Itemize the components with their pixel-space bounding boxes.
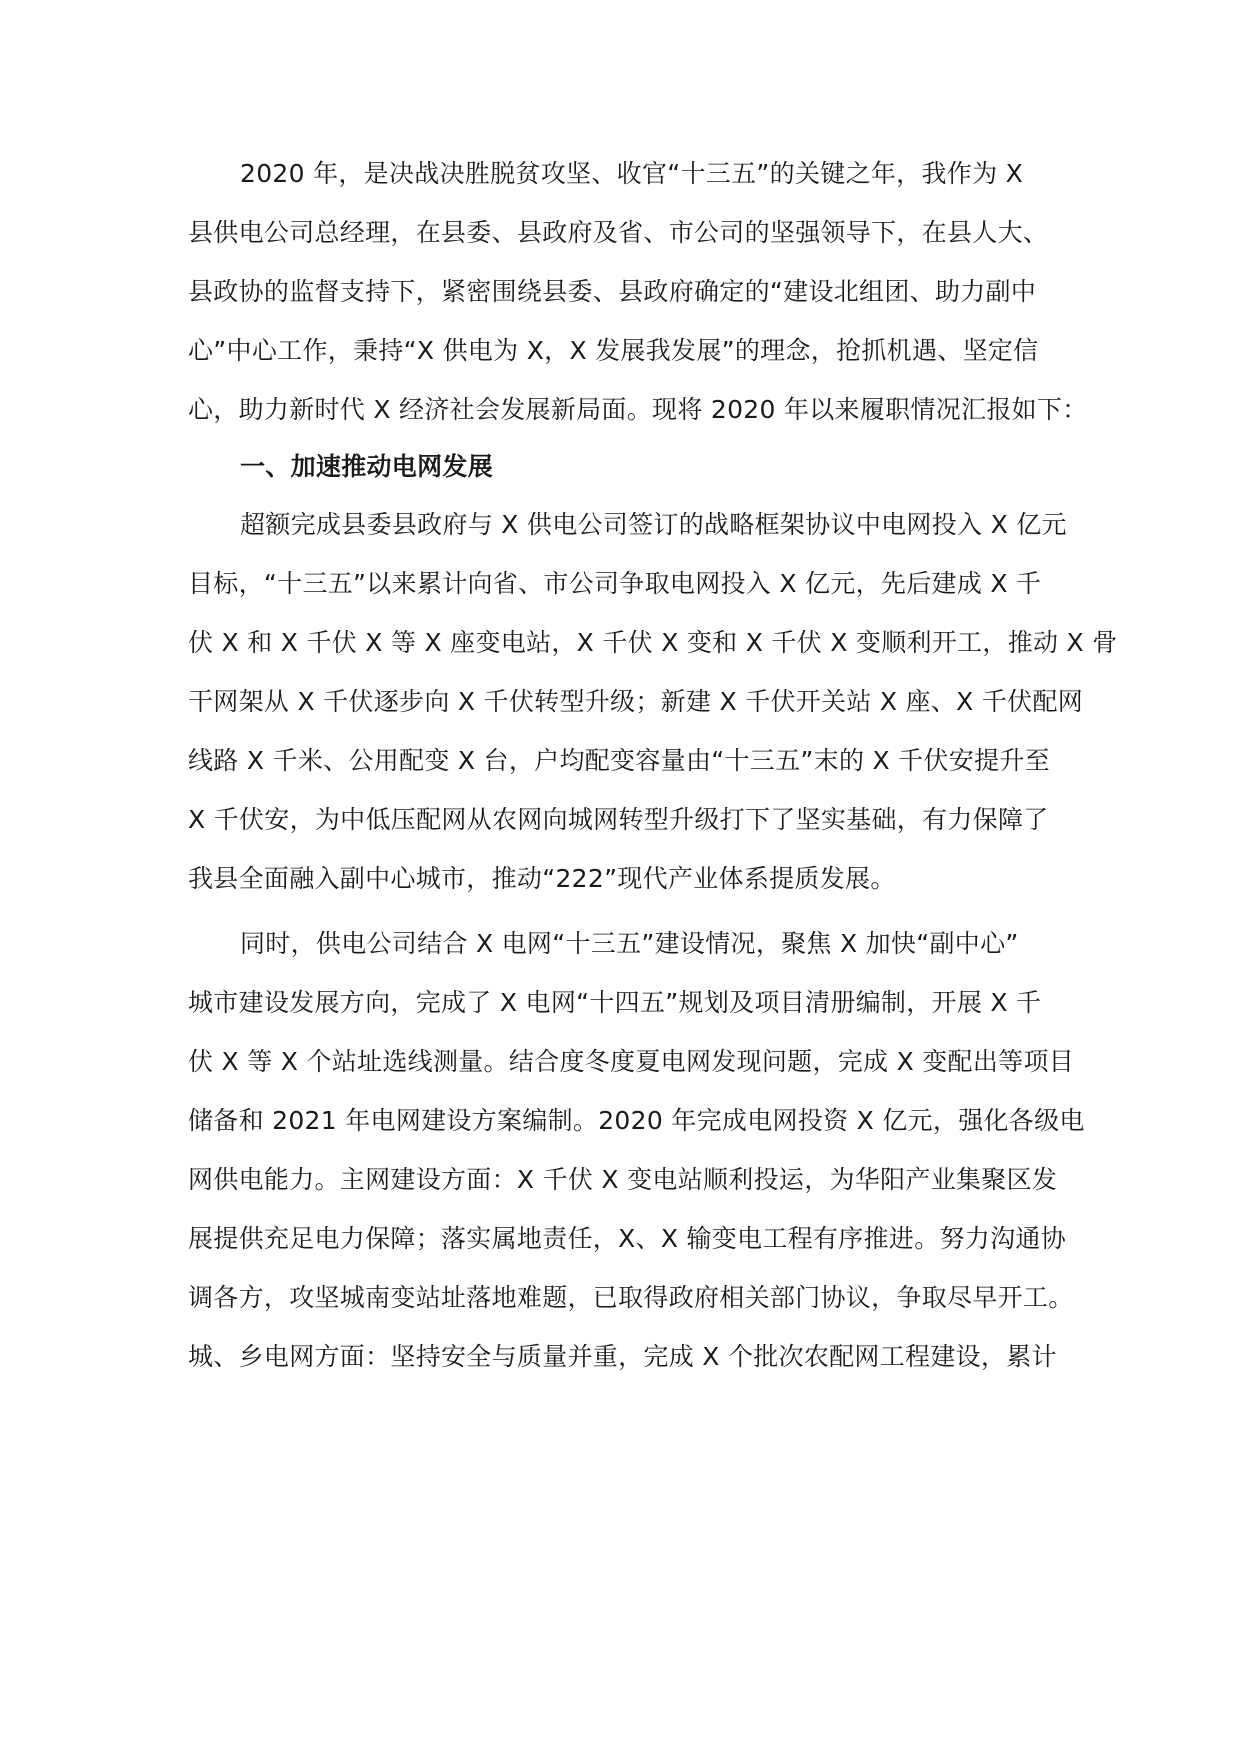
paragraph-2-line-5: 线路 X 千米、公用配变 X 台，户均配变容量由“十三五”末的 X 千伏安提升至 (188, 746, 1050, 775)
paragraph-1-line-5: 心，助力新时代 X 经济社会发展新局面。现将 2020 年以来履职情况汇报如下： (188, 395, 1088, 424)
paragraph-2-line-7: 我县全面融入副中心城市，推动“222”现代产业体系提质发展。 (188, 864, 896, 893)
paragraph-3-line-1: 同时，供电公司结合 X 电网“十三五”建设情况，聚焦 X 加快“副中心” (240, 929, 1019, 958)
paragraph-2-line-2: 目标，“十三五”以来累计向省、市公司争取电网投入 X 亿元，先后建成 X 千 (188, 569, 1042, 598)
paragraph-2-line-1: 超额完成县委县政府与 X 供电公司签订的战略框架协议中电网投入 X 亿元 (240, 510, 1067, 539)
paragraph-3-line-8: 城、乡电网方面：坚持安全与质量并重，完成 X 个批次农配网工程建设，累计 (188, 1342, 1057, 1371)
paragraph-2-line-4: 干网架从 X 千伏逐步向 X 千伏转型升级；新建 X 千伏开关站 X 座、X 千伏配网 (188, 687, 1084, 716)
paragraph-1-line-2: 县供电公司总经理，在县委、县政府及省、市公司的坚强领导下，在县人大、 (188, 218, 1049, 247)
paragraph-3-line-2: 城市建设发展方向，完成了 X 电网“十四五”规划及项目清册编制，开展 X 千 (188, 988, 1042, 1017)
paragraph-1-line-1: 2020 年，是决战决胜脱贫攻坚、收官“十三五”的关键之年，我作为 X (240, 159, 1024, 188)
paragraph-3-line-5: 网供电能力。主网建设方面：X 千伏 X 变电站顺利投运，为华阳产业集聚区发 (188, 1165, 1058, 1194)
section-heading: 一、加速推动电网发展 (240, 452, 494, 481)
paragraph-3-line-6: 展提供充足电力保障；落实属地责任，X、X 输变电工程有序推进。努力沟通协 (188, 1224, 1067, 1253)
paragraph-3-line-3: 伏 X 等 X 个站址选线测量。结合度冬度夏电网发现问题，完成 X 变配出等项目 (188, 1047, 1075, 1076)
paragraph-2-line-6: X 千伏安，为中低压配网从农网向城网转型升级打下了坚实基础，有力保障了 (188, 805, 1049, 834)
paragraph-1-line-3: 县政协的监督支持下，紧密围绕县委、县政府确定的“建设北组团、助力副中 (188, 277, 1037, 306)
paragraph-3-line-7: 调各方，攻坚城南变站址落地难题，已取得政府相关部门协议，争取尽早开工。 (188, 1283, 1074, 1312)
paragraph-1-line-4: 心”中心工作，秉持“X 供电为 X，X 发展我发展”的理念，抢抓机遇、坚定信 (188, 336, 1039, 365)
paragraph-3-line-4: 储备和 2021 年电网建设方案编制。2020 年完成电网投资 X 亿元，强化各级电 (188, 1106, 1085, 1135)
paragraph-2-line-3: 伏 X 和 X 千伏 X 等 X 座变电站，X 千伏 X 变和 X 千伏 X 变顺利开工，推动 X 骨 (188, 628, 1118, 657)
